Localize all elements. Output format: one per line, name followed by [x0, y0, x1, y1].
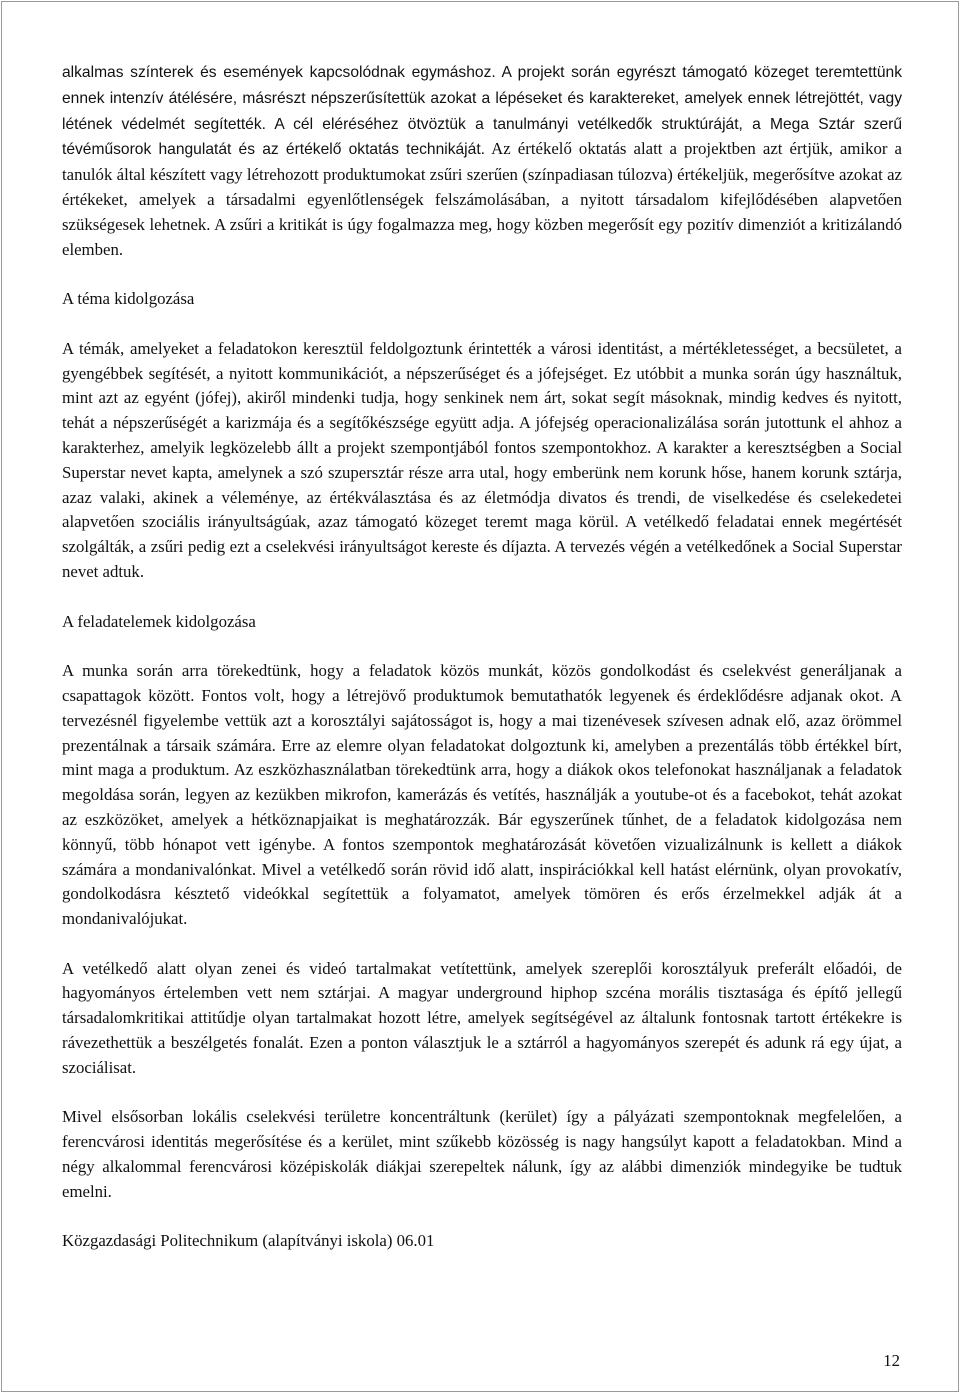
document-page: [1, 1, 959, 1392]
paragraph-intro: [62, 60, 902, 262]
paragraph-intro-serif: Az értékelő oktatás alatt a projektben azt értjük, amikor a tanulók által készített vagy létrehozott produktumokat zsűri szerűen (színpadiasan túlozva) értékeljük, megerősítve azokat az értékeket, amelyek a társadalmi egyenlőtlenségek felszámolásában, a nyitott társadalom kifejlődésében alapvetően szükségesek lehetnek. A zsűri a kritikát is úgy fogalmazza meg, hogy közben megerősít egy pozitív dimenziót a kritizálandó elemben.: [62, 139, 902, 259]
paragraph-local-action: Mivel elsősorban lokális cselekvési területre koncentráltunk (kerület) így a pályázati szempontoknak megfelelően, a ferencvárosi identitás megerősítése és a kerület, mint szűkebb közösség is nagy hangsúlyt kapott a feladatokban. Mind a négy alkalommal ferencvárosi középiskolák diákjai szerepeltek nálunk, így az alábbi dimenziók mindegyike be tudtuk emelni.: [62, 1107, 902, 1201]
paragraph-music-video: A vetélkedő alatt olyan zenei és videó tartalmakat vetítettünk, amelyek szereplői korosztályuk preferált előadói, de hagyományos értelemben vett nem sztárjai. A magyar underground hiphop szcéna morális tisztasága és építő jellegű társadalomkritikai attitűdje olyan tartalmakat hozott létre, amelyek segítségével az általunk fontosnak tartott értékekre is rávezethettük a beszélgetés fonalát. Ezen a ponton választjuk le a sztárról a hagyományos szerepét és adunk rá egy újat, a szociálisat.: [62, 958, 902, 1077]
paragraph-intro-sans: alkalmas színterek és események kapcsolódnak egymáshoz. A projekt során egyrészt támogató közeget teremtettünk ennek intenzív átélésére, másrészt népszerűsítettük azokat a lépéseket és karaktereket, amelyek ennek létrejöttét, vagy létének védelmét segítették. A cél eléréséhez ötvöztük a tanulmányi vetélkedők struktúráját, a Mega Sztár szerű tévéműsorok hangulatát és az értékelő oktatás technikáját.: [62, 64, 902, 159]
section-heading-topic: A téma kidolgozása: [62, 289, 195, 309]
paragraph-task-design: A munka során arra törekedtünk, hogy a feladatok közös munkát, közös gondolkodást és cselekvést generáljanak a csapattagok között. Fontos volt, hogy a létrejövő produktumok bemutathatók legyenek és érdeklődésre adjanak okot. A tervezésnél figyelembe vettük azt a korosztályi sajátosságot is, hogy a mai tizenévesek szívesen adnak elő, azaz örömmel prezentálnak a társaik számára. Erre az elemre olyan feladatokat dolgoztunk ki, amelyben a prezentálás több értékkel bírt, mint maga a produktum. Az eszközhasználatban törekedtünk arra, hogy a diákok okos telefonokat használjanak a feladatok megoldása során, legyen az kezükben mikrofon, kamerázás és vetítés, használják a youtube-ot és a facebokot, tehát azokat az eszközöket, amelyek a hétköznapjaikat is meghatározzák. Bár egyszerűnek tűnhet, de a feladatok kidolgozása nem könnyű, több hónapot vett igénybe. A fontos szempontok meghatározását követően vizualizálnunk is kellett a diákok számára a mondanivalónkat. Mivel a vetélkedő során rövid idő alatt, inspirációkkal kell hatást elérnünk, olyan provokatív, gondolkodásra késztető videókkal segítettük a folyamatot, amelyek tömören és erős érzelmekkel adják át a mondanivalójukat.: [62, 661, 902, 929]
document-body: [62, 60, 902, 1254]
page-number: 12: [883, 1351, 900, 1370]
school-line: Közgazdasági Politechnikum (alapítványi iskola) 06.01: [62, 1231, 435, 1251]
paragraph-topics: A témák, amelyeket a feladatokon keresztül feldolgoztunk érintették a városi identitást, a mértékletességet, a becsületet, a gyengébbek segítését, a nyitott kommunikációt, a népszerűséget és a jófejséget. Ez utóbbit a munka során úgy használtuk, mint azt az egyént (jófej), akiről mindenki tudja, hogy senkinek nem árt, sokat segít másoknak, mindig kedves és nyitott, tehát a népszerűségét a karizmája és a segítőkészsége együtt adja. A jófejség operacionalizálása során jutottunk el ahhoz a karakterhez, amelyik legközelebb állt a projekt szempontjából fontos szempontokhoz. A karakter a keresztségben a Social Superstar nevet kapta, amelynek a szó szupersztár része arra utal, hogy emberünk nem korunk hőse, hanem korunk sztárja, azaz valaki, akinek a véleménye, az értékválasztása és az életmódja divatos és trendi, de viselkedése és cselekedetei alapvetően szociális irányultságúak, azaz támogató közeget teremt maga körül. A vetélkedő feladatai ennek megértését szolgálták, a zsűri pedig ezt a cselekvési irányultságot kereste és díjazta. A tervezés végén a vetélkedőnek a Social Superstar nevet adtuk.: [62, 338, 902, 581]
section-heading-task-elements: A feladatelemek kidolgozása: [62, 611, 256, 631]
